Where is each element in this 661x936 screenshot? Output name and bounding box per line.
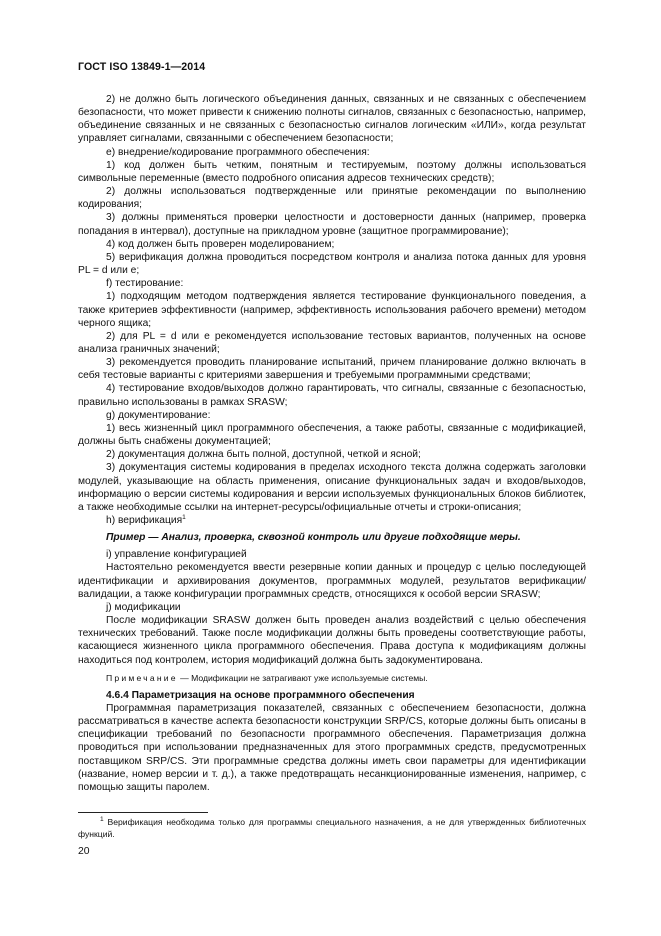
paragraph: Настоятельно рекомендуется ввести резервные копии данных и процедур с целью последующей идентификации и архивирования документов, программных модулей, результатов верификации/валидации, а также конфигурации программных средств, относящихся к особой версии SRASW;: [78, 562, 586, 600]
paragraph: 2) для PL = d или e рекомендуется использование тестовых вариантов, полученных на основе анализа граничных значений;: [78, 330, 586, 355]
note-text: — Модификации не затрагивают уже используемые системы.: [177, 672, 428, 683]
footnote-divider: [78, 812, 208, 813]
list-item: i) управление конфигурацией: [106, 549, 247, 561]
paragraph: 2) документация должна быть полной, доступной, четкой и ясной;: [106, 449, 421, 461]
paragraph: 3) рекомендуется проводить планирование испытаний, причем планирование должно включать в себя тестовые варианты с критериями завершения и требуемыми программными средствами;: [78, 357, 586, 382]
example-line: Пример — Анализ, проверка, сквозной контроль или другие подходящие меры.: [106, 532, 521, 544]
paragraph: 3) документация системы кодирования в пределах исходного текста должна содержать заголовки модулей, указывающие на область применения, описание функциональных задач и входов/выходов, информацию о версии системы кодирования и версии используемых функциональных блоков библиотек, а также необходимые ссылки на интернет-ресурсы/официальные отчеты и строки-описания;: [78, 462, 586, 513]
page-number: 20: [78, 846, 90, 857]
paragraph: 1) весь жизненный цикл программного обеспечения, а также работы, связанные с модификацией, должны быть снабжены документацией;: [78, 422, 586, 448]
paragraph: 1) подходящим методом подтверждения является тестирование функционального поведения, а также критериев эффективности (например, эффективность использования рабочего времени) методом черного ящика;: [78, 291, 586, 329]
document-body: [78, 93, 586, 794]
paragraph: 1) код должен быть четким, понятным и тестируемым, поэтому должны использоваться символьные переменные (вместо подробного описания адресов технических средств);: [78, 159, 586, 184]
paragraph: 4) тестирование входов/выходов должно гарантировать, что сигналы, связанные с безопасностью, правильно использованы в рамках SRASW;: [78, 383, 586, 408]
footnote-mark: 1: [100, 816, 104, 823]
paragraph: 3) должны применяться проверки целостности и достоверности данных (например, проверка попадания в интервал), доступные на прикладном уровне (защитное программирование);: [78, 212, 586, 237]
footnote-text: Верификация необходима только для программы специального назначения, а не для утвержденных библиотечных функций.: [78, 817, 586, 839]
paragraph: После модификации SRASW должен быть проведен анализ воздействий с целью обеспечения технических требований. Также после модификации должны быть проведены соответствующие работы, касающиеся жизненного цикла программного обеспечения. Права доступа к модификациям должны находиться под контролем, история модификаций должна быть задокументирована.: [78, 615, 586, 666]
document-header: ГОСТ ISO 13849-1—2014: [78, 61, 206, 73]
paragraph: 2) должны использоваться подтвержденные или принятые рекомендации по выполнению кодирования;: [78, 186, 586, 211]
section-paragraph: Программная параметризация показателей, связанных с обеспечением безопасности, должна рассматриваться в качестве аспекта безопасности конструкции SRP/CS, которые должны быть описаны в спецификации требований по безопасности программного обеспечения. Параметризация должна проводиться при использовании предназначенных для этого программных средств, предусмотренных поставщиком SRP/CS. Эти программные средства должны иметь свои параметры для идентификации (название, номер версии и т. д.), а также предотвращать несанкционированные изменения, например, с помощью защиты паролем.: [78, 702, 586, 793]
paragraph: 2) не должно быть логического объединения данных, связанных и не связанных с обеспечением безопасности, что может привести к снижению полноты сигналов, связанных с безопасностью, например, объединение связанных и не связанных с безопасностью сигналов логическим «ИЛИ», когда результат управляет сигналами, связанными с обеспечением безопасности;: [78, 94, 586, 145]
note: [78, 672, 586, 684]
footnote-ref: 1: [182, 514, 186, 521]
paragraph: 5) верификация должна проводиться посредством контроля и анализа потока данных для уровня PL = d или e;: [78, 251, 586, 277]
footnote: [78, 817, 586, 840]
note-label: Примечание: [106, 672, 178, 683]
list-item-verification: [78, 514, 586, 527]
section-heading: 4.6.4 Параметризация на основе программного обеспечения: [106, 689, 415, 701]
verification-label: h) верификация: [106, 515, 183, 526]
list-item: j) модификации: [106, 601, 181, 613]
list-item: g) документирование:: [106, 409, 211, 421]
list-item: f) тестирование:: [106, 278, 184, 290]
paragraph: 4) код должен быть проверен моделированием;: [106, 238, 335, 250]
list-item: е) внедрение/кодирование программного обеспечения:: [106, 146, 370, 158]
